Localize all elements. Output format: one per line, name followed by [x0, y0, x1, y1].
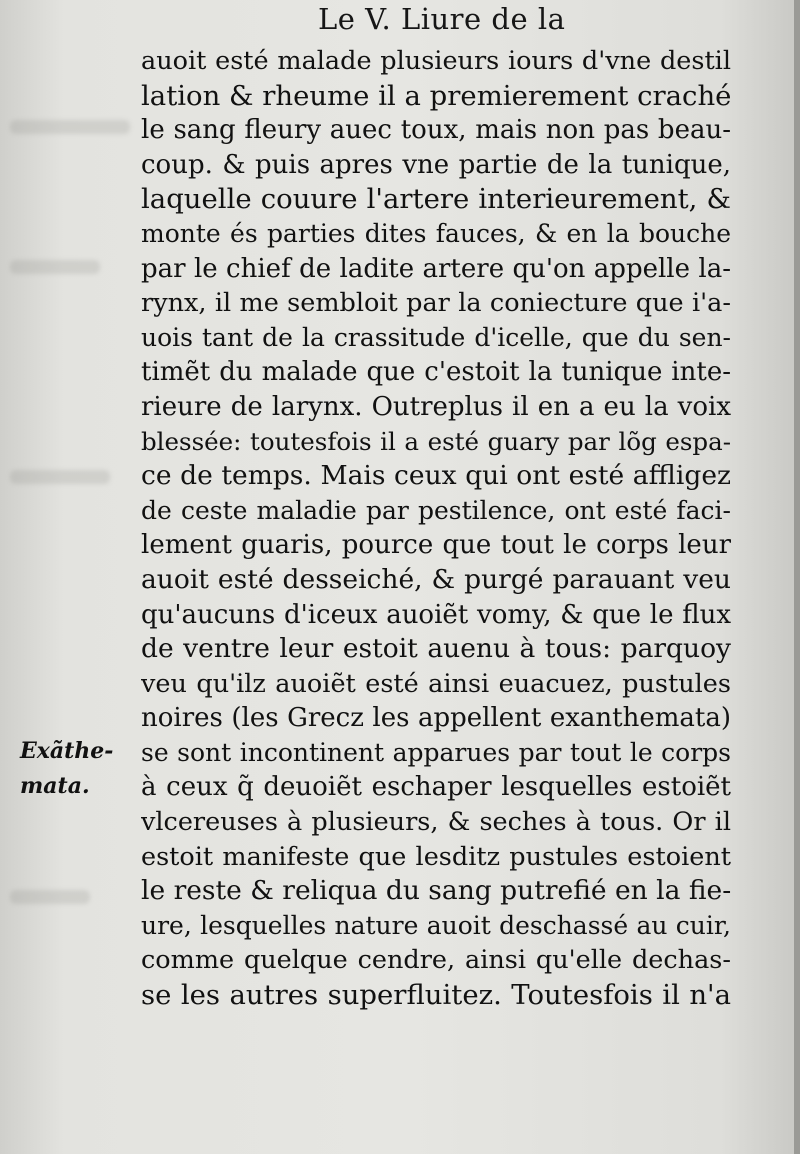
text-line: à ceux q̃ deuoiẽt eschaper lesquelles estoiẽt: [141, 772, 731, 803]
text-line: auoit esté desseiché, & purgé parauant veu: [141, 563, 731, 595]
text-line: auoit esté malade plusieurs iours d'vne destil: [141, 46, 731, 76]
text-line: vlcereuses à plusieurs, & seches à tous. Or il: [141, 807, 731, 838]
text-line: veu qu'ilz auoiẽt esté ainsi euacuez, pustules: [141, 668, 731, 699]
text-line: blessée: toutesfois il a esté guary par lõg espa-: [141, 426, 731, 456]
text-line: lation & rheume il a premierement craché: [141, 79, 731, 112]
text-line: comme quelque cendre, ainsi qu'elle dechas-: [141, 945, 731, 976]
show-through-mark: [10, 260, 100, 274]
text-line: uois tant de la crassitude d'icelle, que du sen-: [141, 322, 731, 352]
text-line: de ceste maladie par pestilence, ont esté faci-: [141, 495, 731, 525]
body-text: [141, 44, 731, 1013]
text-line: ure, lesquelles nature auoit deschassé au cuir,: [141, 910, 731, 940]
text-line: rynx, il me sembloit par la coniecture que i'a-: [141, 288, 731, 319]
text-line: timẽt du malade que c'estoit la tunique inte-: [141, 357, 731, 388]
text-line: le sang fleury auec toux, mais non pas beau-: [141, 115, 731, 146]
text-line: se sont incontinent apparues par tout le corps: [141, 737, 731, 767]
text-line: par le chief de ladite artere qu'on appelle la-: [141, 253, 731, 284]
text-line: lement guaris, pource que tout le corps leur: [141, 530, 731, 561]
running-head: Le V. Liure de la: [318, 2, 566, 36]
marginal-note-line: mata.: [20, 773, 90, 799]
text-line: de ventre leur estoit auenu à tous: parquoy: [141, 633, 731, 665]
text-line: estoit manifeste que lesditz pustules estoient: [141, 841, 731, 872]
text-line: se les autres superfluitez. Toutesfois il n'a: [141, 979, 731, 1012]
text-line: ce de temps. Mais ceux qui ont esté affligez: [141, 460, 731, 492]
marginal-note-line: Exãthe-: [20, 738, 114, 764]
text-line: le reste & reliqua du sang putrefié en la fie-: [141, 875, 731, 907]
text-line: rieure de larynx. Outreplus il en a eu la voix: [141, 391, 731, 422]
show-through-mark: [10, 470, 110, 484]
text-line: laquelle couure l'artere interieurement, &: [141, 183, 731, 216]
text-line: qu'aucuns d'iceux auoiẽt vomy, & que le flux: [141, 599, 731, 630]
page-edge-shadow: [794, 0, 800, 1154]
text-line: coup. & puis apres vne partie de la tunique,: [141, 149, 731, 180]
text-line: monte és parties dites fauces, & en la bouche: [141, 218, 731, 248]
show-through-mark: [10, 890, 90, 904]
show-through-mark: [10, 120, 130, 134]
text-line: noires (les Grecz les appellent exanthemata): [141, 703, 731, 734]
